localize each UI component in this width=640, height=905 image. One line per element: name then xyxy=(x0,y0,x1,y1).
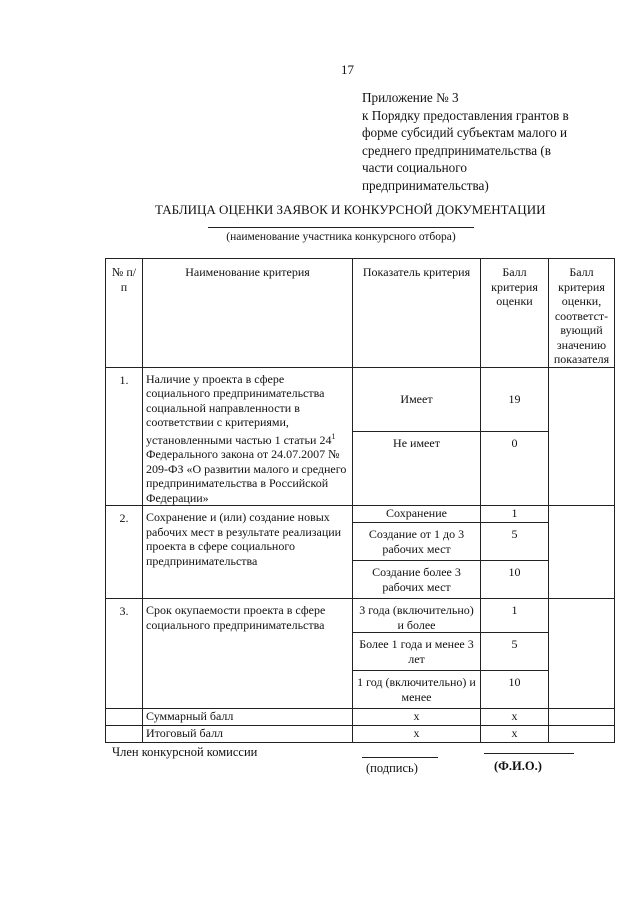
total-score-match xyxy=(549,709,615,726)
final-indicator: х xyxy=(353,726,481,743)
indicator-cell: Создание от 1 до 3 рабочих мест xyxy=(353,523,481,561)
score-cell: 1 xyxy=(481,599,549,633)
score-match-cell xyxy=(549,599,615,709)
footnote-sup: 1 xyxy=(331,431,336,441)
appendix-line: предпринимательства) xyxy=(362,177,489,193)
score-match-cell xyxy=(549,367,615,506)
score-cell: 10 xyxy=(481,671,549,709)
indicator-cell: 1 год (включительно) и менее xyxy=(353,671,481,709)
criterion-text: Федерального закона от 24.07.2007 № 209-ФЗ «О развитии малого и среднего предпринимательства в Российской Федерации» xyxy=(146,447,347,505)
row-criterion: Срок окупаемости проекта в сфере социального предпринимательства xyxy=(143,599,353,709)
participant-name-caption: (наименование участника конкурсного отбора) xyxy=(226,231,456,243)
appendix-header xyxy=(362,89,632,195)
table-row xyxy=(106,367,615,431)
header-score: Балл критерия оценки xyxy=(481,259,549,368)
indicator-cell: 3 года (включительно) и более xyxy=(353,599,481,633)
indicator-cell: Более 1 года и менее 3 лет xyxy=(353,633,481,671)
score-cell: 19 xyxy=(481,367,549,431)
final-score: х xyxy=(481,726,549,743)
row-num: 2. xyxy=(106,506,143,599)
total-num-cell xyxy=(106,709,143,726)
appendix-line: к Порядку предоставления грантов в xyxy=(362,107,569,123)
row-num: 3. xyxy=(106,599,143,709)
score-cell: 10 xyxy=(481,561,549,599)
signature-line xyxy=(362,757,438,758)
indicator-cell: Не имеет xyxy=(353,431,481,505)
score-cell: 0 xyxy=(481,431,549,505)
score-cell: 5 xyxy=(481,633,549,671)
appendix-line: Приложение № 3 xyxy=(362,90,459,105)
total-row xyxy=(106,709,615,726)
total-label: Суммарный балл xyxy=(143,709,353,726)
total-indicator: х xyxy=(353,709,481,726)
row-criterion: Сохранение и (или) создание новых рабочих мест в результате реализации проекта в сфере социального предпринимательства xyxy=(143,506,353,599)
final-label: Итоговый балл xyxy=(143,726,353,743)
score-cell: 5 xyxy=(481,523,549,561)
header-criterion: Наименование критерия xyxy=(143,259,353,368)
table-header-row xyxy=(106,259,615,368)
header-score-match: Балл критерия оценки, соответст-вующий значению показателя xyxy=(549,259,615,368)
row-criterion xyxy=(143,367,353,506)
criterion-text: Наличие у проекта в сфере социального предпринимательства социальной направленности в соответствии с критериями, установленными частью 1 статьи 24 xyxy=(146,371,332,447)
final-num-cell xyxy=(106,726,143,743)
appendix-line: среднего предпринимательства (в xyxy=(362,142,551,158)
final-row xyxy=(106,726,615,743)
indicator-cell: Сохранение xyxy=(353,506,481,523)
total-score: х xyxy=(481,709,549,726)
appendix-line: части социального xyxy=(362,160,467,176)
signature-caption: (подпись) xyxy=(366,761,418,775)
score-cell: 1 xyxy=(481,506,549,523)
page-number: 17 xyxy=(341,62,354,77)
commission-member-label: Член конкурсной комиссии xyxy=(112,745,258,759)
header-num: № п/п xyxy=(106,259,143,368)
indicator-cell: Создание более 3 рабочих мест xyxy=(353,561,481,599)
evaluation-table xyxy=(105,258,615,743)
table-row xyxy=(106,599,615,633)
document-title: ТАБЛИЦА ОЦЕНКИ ЗАЯВОК И КОНКУРСНОЙ ДОКУМЕНТАЦИИ xyxy=(155,202,546,217)
final-score-match xyxy=(549,726,615,743)
appendix-line: форме субсидий субъектам малого и xyxy=(362,125,568,141)
score-match-cell xyxy=(549,506,615,599)
row-num: 1. xyxy=(106,367,143,506)
fio-caption: (Ф.И.О.) xyxy=(494,759,542,773)
header-indicator: Показатель критерия xyxy=(353,259,481,368)
indicator-cell: Имеет xyxy=(353,367,481,431)
fio-line xyxy=(484,753,574,754)
participant-name-line xyxy=(208,227,474,228)
table-row xyxy=(106,506,615,523)
